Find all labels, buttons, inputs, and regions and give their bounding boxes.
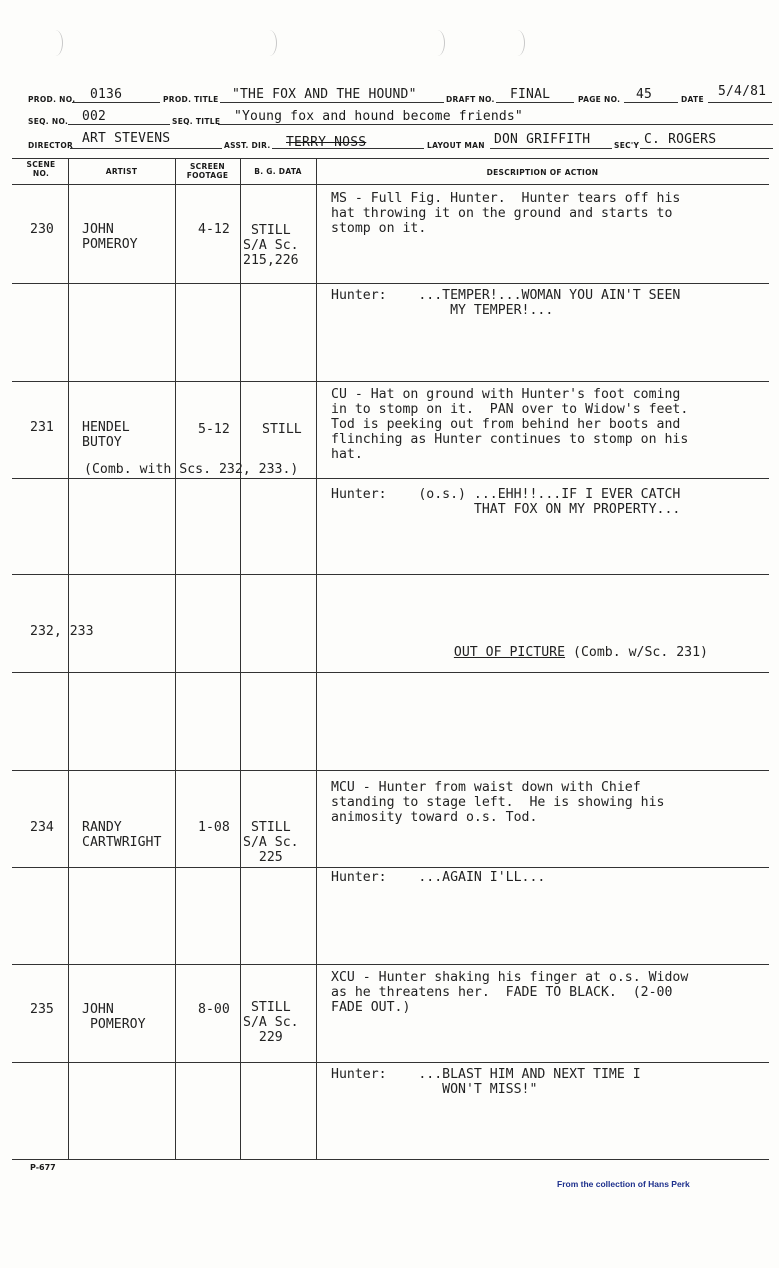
scene-235-dialogue: Hunter: ...BLAST HIM AND NEXT TIME I WON'T MISS!"	[331, 1067, 641, 1097]
prod-no-value: 0136	[90, 87, 123, 102]
seq-title-value: "Young fox and hound become friends"	[234, 109, 523, 124]
scene-231-footage: 5-12	[198, 422, 230, 437]
scene-235-footage: 8-00	[198, 1002, 230, 1017]
scene-230-number: 230	[30, 222, 54, 237]
director-label: DIRECTOR	[28, 141, 74, 150]
scene-231-dialogue: Hunter: (o.s.) ...EHH!!...IF I EVER CATCH THAT FOX ON MY PROPERTY...	[331, 487, 681, 517]
scene-230-action: MS - Full Fig. Hunter. Hunter tears off his hat throwing it on the ground and starts to stomp on it.	[331, 191, 681, 236]
scene-230-artist: JOHN POMEROY	[82, 222, 138, 252]
scene-230-bg: STILL S/A Sc. 215,226	[243, 223, 299, 268]
layout-man-label: LAYOUT MAN	[427, 141, 485, 150]
seq-title-label: SEQ. TITLE	[172, 117, 221, 126]
scene-231-action: CU - Hat on ground with Hunter's foot coming in to stomp on it. PAN over to Widow's feet. Tod is peeking out from behind her boots and flinching as Hunter continues to stomp on his hat.	[331, 387, 689, 462]
out-of-picture-comb-note: (Comb. w/Sc. 231)	[573, 645, 708, 660]
secy-label: SEC'Y	[614, 141, 640, 150]
scene-231-artist: HENDEL BUTOY	[82, 420, 130, 450]
scene-231-comb-note: (Comb. with Scs. 232, 233.)	[84, 462, 299, 477]
asst-dir-value: TERRY NOSS	[286, 135, 367, 150]
prod-title-label: PROD. TITLE	[163, 95, 219, 104]
out-of-picture	[438, 630, 708, 660]
header-row-seq	[28, 104, 773, 126]
seq-no-label: SEQ. NO.	[28, 117, 69, 126]
date-value: 5/4/81	[718, 84, 767, 99]
col-artist: ARTIST	[105, 167, 138, 176]
scene-234-number: 234	[30, 820, 54, 835]
draft-no-value: FINAL	[510, 87, 551, 102]
scene-235-number: 235	[30, 1002, 54, 1017]
scene-235-action: XCU - Hunter shaking his finger at o.s. Widow as he threatens her. FADE TO BLACK. (2-00 FADE OUT.)	[331, 970, 689, 1015]
header-row-prod	[28, 82, 773, 104]
scene-234-bg: STILL S/A Sc. 225	[243, 820, 299, 865]
col-scene-no: SCENE NO.	[26, 160, 56, 178]
scene-232-233-number: 232, 233	[30, 624, 94, 639]
draft-no-label: DRAFT NO.	[446, 95, 495, 104]
punch-hole-2	[262, 30, 277, 56]
form-number: P-677	[30, 1163, 56, 1172]
col-bg-data: B. G. DATA	[254, 167, 302, 176]
scene-234-footage: 1-08	[198, 820, 230, 835]
layout-man-value: DON GRIFFITH	[494, 132, 591, 147]
page-no-value: 45	[636, 87, 653, 102]
punch-hole-1	[48, 30, 63, 56]
col-description: DESCRIPTION OF ACTION	[486, 168, 599, 177]
secy-value: C. ROGERS	[644, 132, 717, 147]
scene-230-footage: 4-12	[198, 222, 230, 237]
scene-234-dialogue: Hunter: ...AGAIN I'LL...	[331, 870, 546, 885]
header-row-director	[28, 128, 773, 150]
scene-231-bg: STILL	[262, 422, 302, 437]
asst-dir-label: ASST. DIR.	[224, 141, 271, 150]
punch-hole-4	[510, 30, 525, 56]
seq-no-value: 002	[82, 109, 107, 124]
scene-230-dialogue: Hunter: ...TEMPER!...WOMAN YOU AIN'T SEEN MY TEMPER!...	[331, 288, 681, 318]
scene-235-bg: STILL S/A Sc. 229	[243, 1000, 299, 1045]
out-of-picture-label: OUT OF PICTURE	[453, 645, 566, 660]
scene-235-artist: JOHN POMEROY	[82, 1002, 146, 1032]
punch-hole-3	[430, 30, 445, 56]
prod-title-value: "THE FOX AND THE HOUND"	[232, 87, 417, 102]
page-no-label: PAGE NO.	[578, 95, 621, 104]
col-screen-footage: SCREEN FOOTAGE	[186, 162, 229, 180]
collection-credit: From the collection of Hans Perk	[557, 1179, 690, 1189]
director-value: ART STEVENS	[82, 131, 171, 146]
scene-231-number: 231	[30, 420, 54, 435]
scene-234-action: MCU - Hunter from waist down with Chief standing to stage left. He is showing his animosity toward o.s. Tod.	[331, 780, 665, 825]
date-label: DATE	[681, 95, 704, 104]
prod-no-label: PROD. NO.	[28, 95, 76, 104]
scene-234-artist: RANDY CARTWRIGHT	[82, 820, 162, 850]
